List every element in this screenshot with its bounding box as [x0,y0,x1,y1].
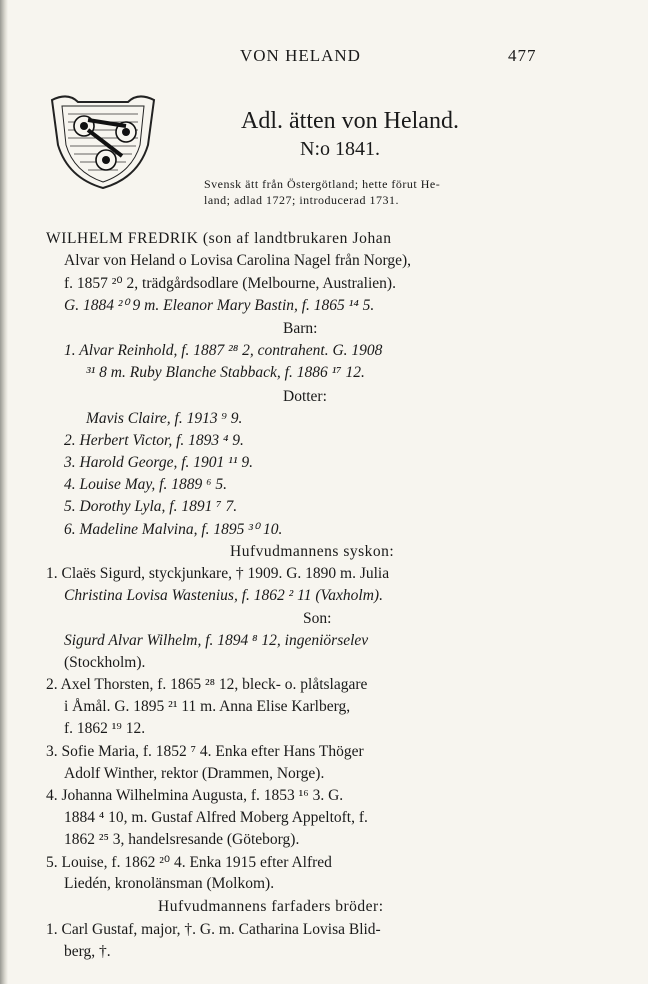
entry-line: 2. Axel Thorsten, f. 1865 ²⁸ 12, bleck- o. plåtslagare [46,676,368,693]
entry-line: Mavis Claire, f. 1913 ⁹ 9. [86,410,243,427]
entry-line: berg, †. [64,943,111,960]
section-heading: Barn: [283,320,318,337]
entry-line: 2. Herbert Victor, f. 1893 ⁴ 9. [64,432,244,449]
entry-line: 4. Johanna Wilhelmina Augusta, f. 1853 ¹⁶ 3. G. [46,787,344,804]
entry-line: Christina Lovisa Wastenius, f. 1862 ² 11 (Vaxholm). [64,587,383,604]
entry-line: i Åmål. G. 1895 ²¹ 11 m. Anna Elise Karlberg, [64,698,351,715]
page-number: 477 [508,46,537,65]
entry-line: 1884 ⁴ 10, m. Gustaf Alfred Moberg Appeltoft, f. [64,809,368,826]
intro-line: land; adlad 1727; introducerad 1731. [204,193,399,207]
entry-line: 3. Sofie Maria, f. 1852 ⁷ 4. Enka efter Hans Thöger [46,743,364,760]
entry-line: Liedén, kronolänsman (Molkom). [64,875,275,892]
entry-line: WILHELM FREDRIK (son af landtbrukaren Johan [46,230,392,247]
intro-line: Svensk ätt från Östergötland; hette förut He- [204,177,441,191]
coat-of-arms-icon [48,90,158,190]
entry-line: 6. Madeline Malvina, f. 1895 ³⁰ 10. [64,521,283,538]
section-heading: Dotter: [283,388,327,405]
entry-line: 1862 ²⁵ 3, handelsresande (Göteborg). [64,831,300,848]
entry-line: 4. Louise May, f. 1889 ⁶ 5. [64,476,227,493]
family-title: Adl. ätten von Heland. [241,108,459,134]
entry-line: (Stockholm). [64,654,146,671]
entry-line: Alvar von Heland o Lovisa Carolina Nagel från Norge), [64,252,412,269]
running-header-title: VON HELAND [240,46,361,65]
entry-line: 1. Alvar Reinhold, f. 1887 ²⁸ 2, contrahent. G. 1908 [64,342,383,359]
entry-line: 5. Dorothy Lyla, f. 1891 ⁷ 7. [64,498,238,515]
page-edge-shadow [0,0,8,984]
section-heading: Hufvudmannens syskon: [230,543,395,560]
entry-line: f. 1857 ²⁰ 2, trädgårdsodlare (Melbourne, Australien). [64,275,396,292]
entry-line: f. 1862 ¹⁹ 12. [64,720,146,737]
entry-line: 3. Harold George, f. 1901 ¹¹ 9. [64,454,253,471]
entry-line: Sigurd Alvar Wilhelm, f. 1894 ⁸ 12, ingeniörselev [64,632,369,649]
entry-line: 1. Claës Sigurd, styckjunkare, † 1909. G. 1890 m. Julia [46,565,390,582]
section-heading: Hufvudmannens farfaders bröder: [158,898,384,915]
entry-line: Adolf Winther, rektor (Drammen, Norge). [64,765,325,782]
section-heading: Son: [303,610,332,627]
entry-line: G. 1884 ²⁰ 9 m. Eleanor Mary Bastin, f. 1865 ¹⁴ 5. [64,297,375,314]
entry-line: 1. Carl Gustaf, major, †. G. m. Catharina Lovisa Blid- [46,921,381,938]
entry-line: 5. Louise, f. 1862 ²⁰ 4. Enka 1915 efter Alfred [46,854,332,871]
family-number: N:o 1841. [300,138,380,160]
entry-line: ³¹ 8 m. Ruby Blanche Stabback, f. 1886 ¹⁷ 12. [86,364,365,381]
